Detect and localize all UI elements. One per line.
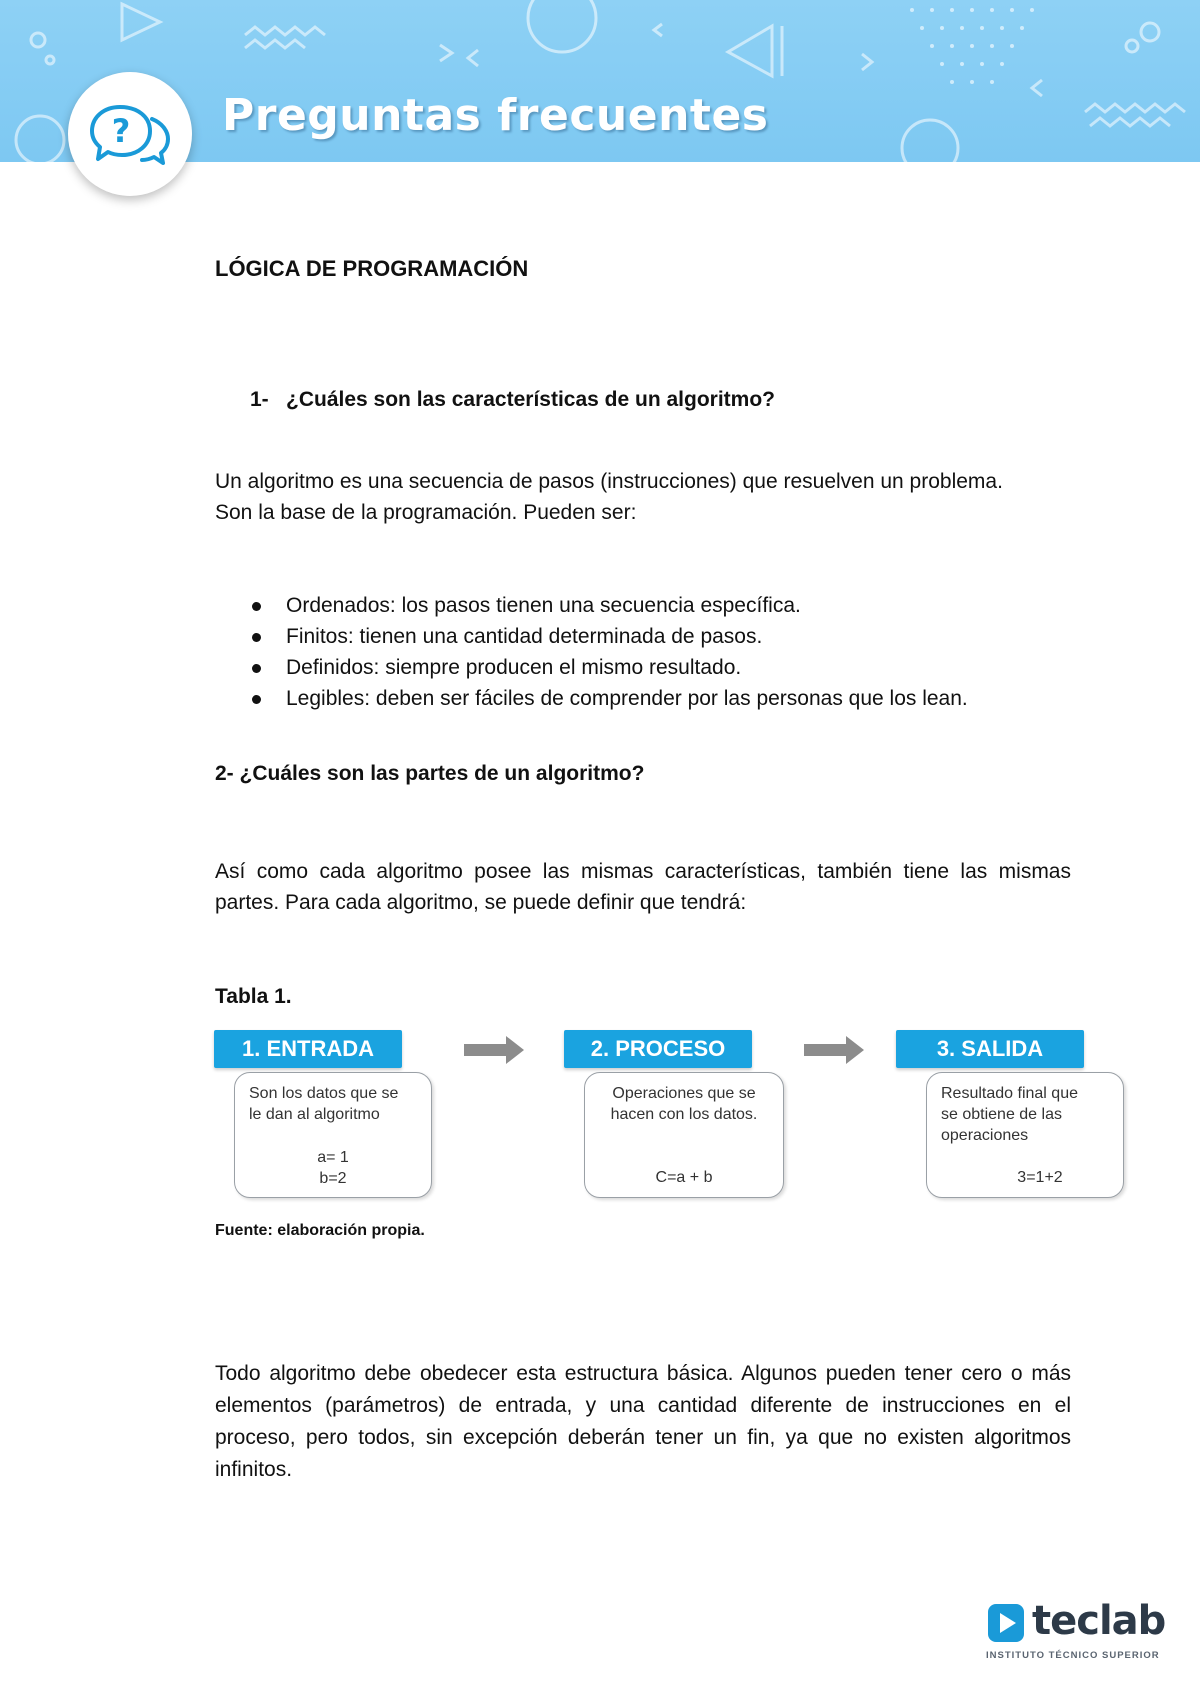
step-proceso-header: 2. PROCESO [564,1030,752,1068]
step-entrada-desc-line: le dan al algoritmo [249,1106,380,1123]
list-item: Definidos: siempre producen el mismo resultado. [250,652,1070,683]
arrow-right-icon [464,1036,524,1064]
teclab-logo-subtitle: INSTITUTO TÉCNICO SUPERIOR [986,1650,1160,1661]
step-proceso-description [593,1083,775,1125]
arrow-right-icon [804,1036,864,1064]
step-salida-header: 3. SALIDA [896,1030,1084,1068]
question-chat-icon [90,99,170,169]
paragraph-parts: Así como cada algoritmo posee las mismas características, también tiene las mismas partes. Para cada algoritmo, se puede definir que tendrá: [215,860,1071,914]
step-entrada-box [234,1072,432,1198]
teclab-logo [986,1598,1166,1666]
paragraph-conclusion: Todo algoritmo debe obedecer esta estructura básica. Algunos pueden tener cero o más elementos (parámetros) de entrada, y una cantidad diferente de instrucciones en el proceso, pero todos, sin excepción deberán tener un fin, ya que no existen algoritmos infinitos. [215,1362,1071,1481]
question-1-text: ¿Cuáles son las características de un algoritmo? [286,388,775,411]
step-entrada-values [235,1147,431,1189]
step-salida-value: 3=1+2 [1017,1169,1063,1186]
svg-text:?: ? [111,112,131,150]
list-item: Finitos: tienen una cantidad determinada de pasos. [250,621,1070,652]
step-entrada-description [249,1083,421,1125]
step-proceso-desc-line: Operaciones que se [612,1085,756,1102]
step-entrada-value-b: b=2 [319,1170,347,1187]
characteristics-list [250,590,1070,714]
table-label: Tabla 1. [215,985,292,1008]
step-proceso-box [584,1072,784,1198]
step-entrada-value-a: a= 1 [317,1149,349,1166]
step-entrada-header: 1. ENTRADA [214,1030,402,1068]
question-1-number: 1- [250,388,269,411]
table-source: Fuente: elaboración propia. [215,1222,425,1239]
question-1 [250,388,775,412]
list-item: Ordenados: los pasos tienen una secuencia específica. [250,590,1070,621]
step-salida-desc-line: se obtiene de las [941,1106,1062,1123]
banner-title: Preguntas frecuentes [222,90,769,141]
document-title: LÓGICA DE PROGRAMACIÓN [215,256,529,281]
step-salida-description [941,1083,1113,1146]
teclab-logo-name: teclab [1032,1598,1166,1644]
step-proceso-value: C=a + b [655,1169,713,1186]
paragraph-intro-line-2: Son la base de la programación. Pueden ser: [215,501,637,524]
step-proceso-desc-line: hacen con los datos. [610,1106,758,1123]
step-salida-box [926,1072,1124,1198]
step-entrada-desc-line: Son los datos que se [249,1085,399,1102]
paragraph-intro-line-1: Un algoritmo es una secuencia de pasos (instrucciones) que resuelven un problema. [215,470,1003,493]
teclab-play-icon [986,1602,1026,1644]
list-item: Legibles: deben ser fáciles de comprender por las personas que los lean. [250,683,1070,714]
step-salida-desc-line: Resultado final que [941,1085,1078,1102]
step-salida-desc-line: operaciones [941,1127,1029,1144]
question-2: 2- ¿Cuáles son las partes de un algoritmo? [215,762,645,785]
help-badge [68,72,192,196]
paragraph-intro [215,466,1071,528]
